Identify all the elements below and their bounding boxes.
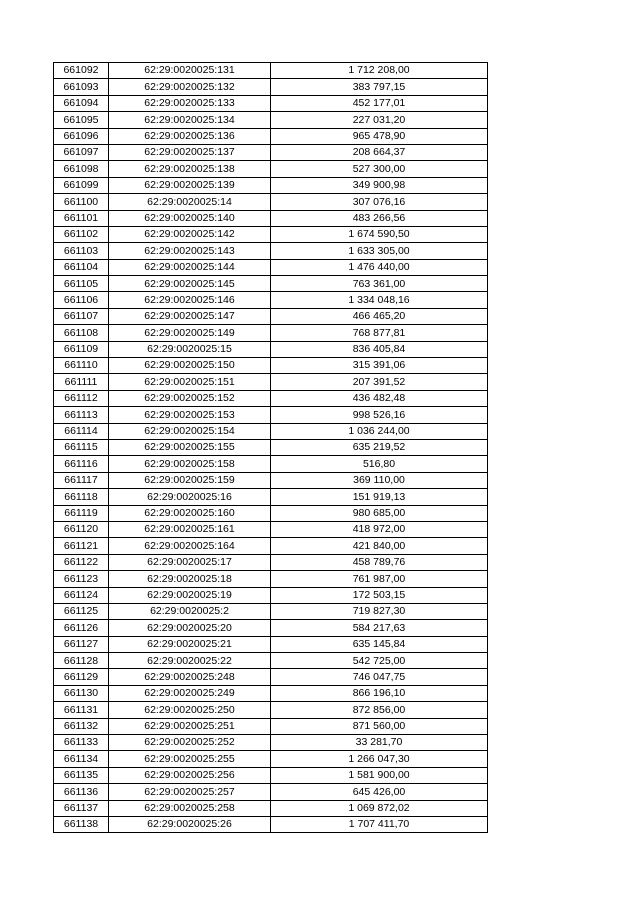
cadastral-number-cell: 62:29:0020025:255 xyxy=(109,751,271,767)
cadastral-value-cell: 418 972,00 xyxy=(271,521,488,537)
cadastral-number-cell: 62:29:0020025:155 xyxy=(109,439,271,455)
cadastral-value-cell: 1 476 440,00 xyxy=(271,259,488,275)
cadastral-number-cell: 62:29:0020025:17 xyxy=(109,554,271,570)
table-row xyxy=(54,194,488,210)
cadastral-number-cell: 62:29:0020025:251 xyxy=(109,718,271,734)
cadastral-value-cell: 1 674 590,50 xyxy=(271,226,488,242)
row-id-cell: 661135 xyxy=(54,767,109,783)
cadastral-number-cell: 62:29:0020025:249 xyxy=(109,685,271,701)
cadastral-value-cell: 315 391,06 xyxy=(271,358,488,374)
row-id-cell: 661097 xyxy=(54,144,109,160)
row-id-cell: 661126 xyxy=(54,620,109,636)
cadastral-number-cell: 62:29:0020025:146 xyxy=(109,292,271,308)
row-id-cell: 661110 xyxy=(54,358,109,374)
cadastral-value-cell: 871 560,00 xyxy=(271,718,488,734)
cadastral-number-cell: 62:29:0020025:18 xyxy=(109,571,271,587)
table-row xyxy=(54,210,488,226)
row-id-cell: 661094 xyxy=(54,95,109,111)
cadastral-number-cell: 62:29:0020025:142 xyxy=(109,226,271,242)
row-id-cell: 661133 xyxy=(54,735,109,751)
row-id-cell: 661120 xyxy=(54,521,109,537)
table-row xyxy=(54,226,488,242)
table-row xyxy=(54,308,488,324)
row-id-cell: 661113 xyxy=(54,407,109,423)
row-id-cell: 661103 xyxy=(54,243,109,259)
cadastral-value-cell: 1 069 872,02 xyxy=(271,800,488,816)
row-id-cell: 661122 xyxy=(54,554,109,570)
cadastral-value-cell: 965 478,90 xyxy=(271,128,488,144)
row-id-cell: 661130 xyxy=(54,685,109,701)
cadastral-value-cell: 635 219,52 xyxy=(271,439,488,455)
row-id-cell: 661092 xyxy=(54,63,109,79)
table-row xyxy=(54,735,488,751)
cadastral-number-cell: 62:29:0020025:149 xyxy=(109,325,271,341)
cadastral-value-cell: 383 797,15 xyxy=(271,79,488,95)
table-row xyxy=(54,751,488,767)
row-id-cell: 661118 xyxy=(54,489,109,505)
cadastral-value-cell: 1 707 411,70 xyxy=(271,816,488,832)
cadastral-number-cell: 62:29:0020025:143 xyxy=(109,243,271,259)
cadastral-value-cell: 1 633 305,00 xyxy=(271,243,488,259)
table-row xyxy=(54,538,488,554)
cadastral-value-cell: 421 840,00 xyxy=(271,538,488,554)
row-id-cell: 661119 xyxy=(54,505,109,521)
table-row xyxy=(54,456,488,472)
row-id-cell: 661138 xyxy=(54,816,109,832)
cadastral-number-cell: 62:29:0020025:252 xyxy=(109,735,271,751)
row-id-cell: 661104 xyxy=(54,259,109,275)
cadastral-value-cell: 307 076,16 xyxy=(271,194,488,210)
table-row xyxy=(54,407,488,423)
row-id-cell: 661123 xyxy=(54,571,109,587)
cadastral-number-cell: 62:29:0020025:159 xyxy=(109,472,271,488)
cadastral-value-cell: 227 031,20 xyxy=(271,112,488,128)
cadastral-value-table xyxy=(53,62,488,833)
table-row xyxy=(54,669,488,685)
table-row xyxy=(54,554,488,570)
row-id-cell: 661105 xyxy=(54,276,109,292)
cadastral-value-cell: 208 664,37 xyxy=(271,144,488,160)
cadastral-number-cell: 62:29:0020025:150 xyxy=(109,358,271,374)
table-row xyxy=(54,439,488,455)
cadastral-value-cell: 436 482,48 xyxy=(271,390,488,406)
cadastral-number-cell: 62:29:0020025:160 xyxy=(109,505,271,521)
row-id-cell: 661124 xyxy=(54,587,109,603)
cadastral-number-cell: 62:29:0020025:154 xyxy=(109,423,271,439)
table-row xyxy=(54,702,488,718)
table-row xyxy=(54,161,488,177)
cadastral-number-cell: 62:29:0020025:14 xyxy=(109,194,271,210)
cadastral-value-cell: 369 110,00 xyxy=(271,472,488,488)
table-row xyxy=(54,816,488,832)
row-id-cell: 661107 xyxy=(54,308,109,324)
table-row xyxy=(54,79,488,95)
table-row xyxy=(54,390,488,406)
cadastral-value-cell: 1 712 208,00 xyxy=(271,63,488,79)
table-row xyxy=(54,587,488,603)
row-id-cell: 661095 xyxy=(54,112,109,128)
table-row xyxy=(54,685,488,701)
cadastral-value-cell: 1 266 047,30 xyxy=(271,751,488,767)
cadastral-value-cell: 151 919,13 xyxy=(271,489,488,505)
cadastral-number-cell: 62:29:0020025:250 xyxy=(109,702,271,718)
table-row xyxy=(54,374,488,390)
table-row xyxy=(54,95,488,111)
table-row xyxy=(54,489,488,505)
table-row xyxy=(54,63,488,79)
cadastral-number-cell: 62:29:0020025:20 xyxy=(109,620,271,636)
cadastral-value-cell: 998 526,16 xyxy=(271,407,488,423)
row-id-cell: 661115 xyxy=(54,439,109,455)
row-id-cell: 661121 xyxy=(54,538,109,554)
table-row xyxy=(54,243,488,259)
cadastral-value-cell: 542 725,00 xyxy=(271,653,488,669)
table-row xyxy=(54,472,488,488)
row-id-cell: 661129 xyxy=(54,669,109,685)
cadastral-number-cell: 62:29:0020025:21 xyxy=(109,636,271,652)
cadastral-number-cell: 62:29:0020025:140 xyxy=(109,210,271,226)
cadastral-value-cell: 763 361,00 xyxy=(271,276,488,292)
row-id-cell: 661106 xyxy=(54,292,109,308)
cadastral-value-cell: 836 405,84 xyxy=(271,341,488,357)
cadastral-number-cell: 62:29:0020025:134 xyxy=(109,112,271,128)
cadastral-value-cell: 516,80 xyxy=(271,456,488,472)
row-id-cell: 661101 xyxy=(54,210,109,226)
cadastral-number-cell: 62:29:0020025:145 xyxy=(109,276,271,292)
cadastral-number-cell: 62:29:0020025:139 xyxy=(109,177,271,193)
cadastral-number-cell: 62:29:0020025:138 xyxy=(109,161,271,177)
row-id-cell: 661117 xyxy=(54,472,109,488)
row-id-cell: 661096 xyxy=(54,128,109,144)
row-id-cell: 661108 xyxy=(54,325,109,341)
row-id-cell: 661128 xyxy=(54,653,109,669)
cadastral-value-cell: 1 036 244,00 xyxy=(271,423,488,439)
row-id-cell: 661125 xyxy=(54,603,109,619)
cadastral-number-cell: 62:29:0020025:152 xyxy=(109,390,271,406)
table-row xyxy=(54,358,488,374)
cadastral-number-cell: 62:29:0020025:136 xyxy=(109,128,271,144)
cadastral-value-cell: 207 391,52 xyxy=(271,374,488,390)
cadastral-value-cell: 458 789,76 xyxy=(271,554,488,570)
cadastral-number-cell: 62:29:0020025:137 xyxy=(109,144,271,160)
cadastral-number-cell: 62:29:0020025:2 xyxy=(109,603,271,619)
row-id-cell: 661102 xyxy=(54,226,109,242)
row-id-cell: 661114 xyxy=(54,423,109,439)
table-row xyxy=(54,144,488,160)
cadastral-number-cell: 62:29:0020025:248 xyxy=(109,669,271,685)
cadastral-number-cell: 62:29:0020025:15 xyxy=(109,341,271,357)
cadastral-value-cell: 645 426,00 xyxy=(271,784,488,800)
table-row xyxy=(54,718,488,734)
cadastral-value-cell: 172 503,15 xyxy=(271,587,488,603)
row-id-cell: 661137 xyxy=(54,800,109,816)
table-row xyxy=(54,603,488,619)
cadastral-number-cell: 62:29:0020025:16 xyxy=(109,489,271,505)
table-row xyxy=(54,128,488,144)
table-row xyxy=(54,505,488,521)
cadastral-value-cell: 635 145,84 xyxy=(271,636,488,652)
cadastral-number-cell: 62:29:0020025:22 xyxy=(109,653,271,669)
row-id-cell: 661131 xyxy=(54,702,109,718)
row-id-cell: 661134 xyxy=(54,751,109,767)
cadastral-value-cell: 980 685,00 xyxy=(271,505,488,521)
cadastral-value-cell: 466 465,20 xyxy=(271,308,488,324)
table-row xyxy=(54,259,488,275)
table-row xyxy=(54,276,488,292)
cadastral-number-cell: 62:29:0020025:256 xyxy=(109,767,271,783)
row-id-cell: 661100 xyxy=(54,194,109,210)
row-id-cell: 661127 xyxy=(54,636,109,652)
cadastral-value-cell: 349 900,98 xyxy=(271,177,488,193)
cadastral-value-cell: 1 581 900,00 xyxy=(271,767,488,783)
table-row xyxy=(54,341,488,357)
row-id-cell: 661111 xyxy=(54,374,109,390)
cadastral-number-cell: 62:29:0020025:158 xyxy=(109,456,271,472)
cadastral-number-cell: 62:29:0020025:257 xyxy=(109,784,271,800)
table-row xyxy=(54,177,488,193)
cadastral-value-cell: 483 266,56 xyxy=(271,210,488,226)
table-row xyxy=(54,112,488,128)
row-id-cell: 661112 xyxy=(54,390,109,406)
cadastral-number-cell: 62:29:0020025:132 xyxy=(109,79,271,95)
table-row xyxy=(54,784,488,800)
table-row xyxy=(54,521,488,537)
cadastral-number-cell: 62:29:0020025:153 xyxy=(109,407,271,423)
table-body xyxy=(54,63,488,833)
cadastral-number-cell: 62:29:0020025:258 xyxy=(109,800,271,816)
table-row xyxy=(54,620,488,636)
row-id-cell: 661132 xyxy=(54,718,109,734)
cadastral-number-cell: 62:29:0020025:161 xyxy=(109,521,271,537)
cadastral-value-cell: 768 877,81 xyxy=(271,325,488,341)
cadastral-value-cell: 584 217,63 xyxy=(271,620,488,636)
table-row xyxy=(54,292,488,308)
cadastral-number-cell: 62:29:0020025:26 xyxy=(109,816,271,832)
cadastral-number-cell: 62:29:0020025:164 xyxy=(109,538,271,554)
table-row xyxy=(54,423,488,439)
table-row xyxy=(54,571,488,587)
cadastral-value-cell: 761 987,00 xyxy=(271,571,488,587)
row-id-cell: 661098 xyxy=(54,161,109,177)
cadastral-value-cell: 452 177,01 xyxy=(271,95,488,111)
cadastral-value-cell: 746 047,75 xyxy=(271,669,488,685)
cadastral-number-cell: 62:29:0020025:151 xyxy=(109,374,271,390)
cadastral-value-cell: 872 856,00 xyxy=(271,702,488,718)
table-row xyxy=(54,636,488,652)
row-id-cell: 661093 xyxy=(54,79,109,95)
row-id-cell: 661099 xyxy=(54,177,109,193)
table-row xyxy=(54,800,488,816)
cadastral-number-cell: 62:29:0020025:147 xyxy=(109,308,271,324)
table-row xyxy=(54,653,488,669)
row-id-cell: 661109 xyxy=(54,341,109,357)
row-id-cell: 661116 xyxy=(54,456,109,472)
cadastral-value-cell: 1 334 048,16 xyxy=(271,292,488,308)
cadastral-number-cell: 62:29:0020025:19 xyxy=(109,587,271,603)
cadastral-value-cell: 866 196,10 xyxy=(271,685,488,701)
cadastral-value-cell: 527 300,00 xyxy=(271,161,488,177)
cadastral-value-cell: 33 281,70 xyxy=(271,735,488,751)
table-row xyxy=(54,325,488,341)
cadastral-number-cell: 62:29:0020025:131 xyxy=(109,63,271,79)
cadastral-value-cell: 719 827,30 xyxy=(271,603,488,619)
table-row xyxy=(54,767,488,783)
cadastral-number-cell: 62:29:0020025:133 xyxy=(109,95,271,111)
row-id-cell: 661136 xyxy=(54,784,109,800)
cadastral-number-cell: 62:29:0020025:144 xyxy=(109,259,271,275)
